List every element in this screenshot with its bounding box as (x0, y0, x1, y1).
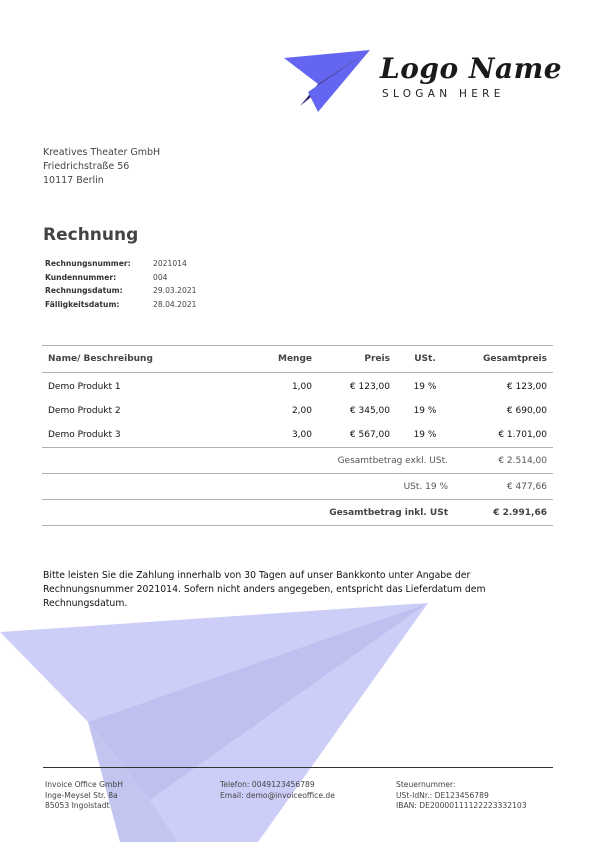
table-header-row (42, 346, 553, 373)
subtotal-label: Gesamtbetrag exkl. USt. (42, 448, 454, 474)
footer-email: Email: demo@invoiceoffice.de (220, 790, 335, 800)
company-logo (282, 48, 563, 114)
item-qty: 2,00 (291, 406, 312, 416)
item-price: € 567,00 (349, 430, 390, 440)
item-total: € 1.701,00 (498, 430, 547, 440)
grand-total-value: € 2.991,66 (454, 500, 553, 526)
tax-value: € 477,66 (454, 474, 553, 500)
meta-row (45, 298, 196, 312)
column-header-price: Preis (318, 346, 396, 373)
footer-vat-id: USt-IdNr.: DE123456789 (396, 790, 489, 800)
tax-label: USt. 19 % (42, 474, 454, 500)
grand-total-label: Gesamtbetrag inkl. USt (42, 500, 454, 526)
footer-tax (396, 780, 527, 812)
meta-label: Rechnungsnummer: (45, 259, 131, 268)
footer-company (45, 780, 123, 812)
column-header-qty: Menge (242, 346, 318, 373)
meta-row (45, 284, 196, 298)
column-header-total: Gesamtpreis (454, 346, 553, 373)
item-total: € 690,00 (506, 406, 547, 416)
meta-value: 29.03.2021 (153, 286, 197, 296)
column-header-vat: USt. (396, 346, 454, 373)
table-row (42, 423, 553, 448)
recipient-street: Friedrichstraße 56 (43, 161, 130, 172)
table-row (42, 399, 553, 423)
recipient-city: 10117 Berlin (43, 175, 104, 186)
meta-label: Rechnungsdatum: (45, 286, 123, 296)
meta-row (45, 257, 196, 271)
footer-company-street: Inge-Meysel Str. 8a (45, 790, 118, 800)
item-total: € 123,00 (506, 382, 547, 392)
line-items-table (42, 345, 553, 526)
footer-contact (220, 780, 335, 801)
column-header-name: Name/ Beschreibung (42, 346, 242, 373)
table-row (42, 373, 553, 400)
item-qty: 3,00 (291, 430, 312, 440)
recipient-address (43, 146, 160, 188)
footer-divider (43, 767, 553, 768)
footer-iban: IBAN: DE20000111122223332103 (396, 801, 527, 811)
subtotal-value: € 2.514,00 (454, 448, 553, 474)
logo-name: Logo Name (380, 52, 563, 85)
meta-value: 28.04.2021 (153, 299, 197, 309)
payment-terms: Bitte leisten Sie die Zahlung innerhalb von 30 Tagen auf unser Bankkonto unter Angabe der Rechnungsnummer 2021014. Sofern nicht anders angegeben, entspricht das Lieferdatum dem Rechnungsdatum. (43, 570, 486, 609)
tax-row (42, 474, 553, 500)
meta-row (45, 271, 196, 285)
item-price: € 123,00 (349, 382, 390, 392)
item-name: Demo Produkt 1 (48, 382, 121, 392)
document-title: Rechnung (43, 225, 139, 245)
invoice-meta (45, 257, 196, 311)
item-name: Demo Produkt 3 (48, 430, 121, 440)
item-price: € 345,00 (349, 406, 390, 416)
grand-total-row (42, 500, 553, 526)
logo-slogan: SLOGAN HERE (382, 88, 505, 100)
recipient-company: Kreatives Theater GmbH (43, 147, 161, 158)
item-qty: 1,00 (291, 382, 312, 392)
meta-label: Fälligkeitsdatum: (45, 299, 120, 309)
footer-phone: Telefon: 0049123456789 (220, 780, 315, 789)
footer-company-name: Invoice Office GmbH (45, 780, 123, 789)
footer-company-city: 85053 Ingolstadt (45, 801, 110, 811)
meta-label: Kundennummer: (45, 272, 117, 282)
item-vat: 19 % (413, 406, 437, 416)
item-name: Demo Produkt 2 (48, 406, 121, 416)
paper-plane-icon (282, 48, 378, 114)
meta-value: 004 (153, 272, 168, 282)
footer-tax-number: Steuernummer: (396, 780, 456, 789)
item-vat: 19 % (413, 382, 437, 392)
meta-value: 2021014 (153, 259, 187, 268)
subtotal-row (42, 448, 553, 474)
item-vat: 19 % (413, 430, 437, 440)
